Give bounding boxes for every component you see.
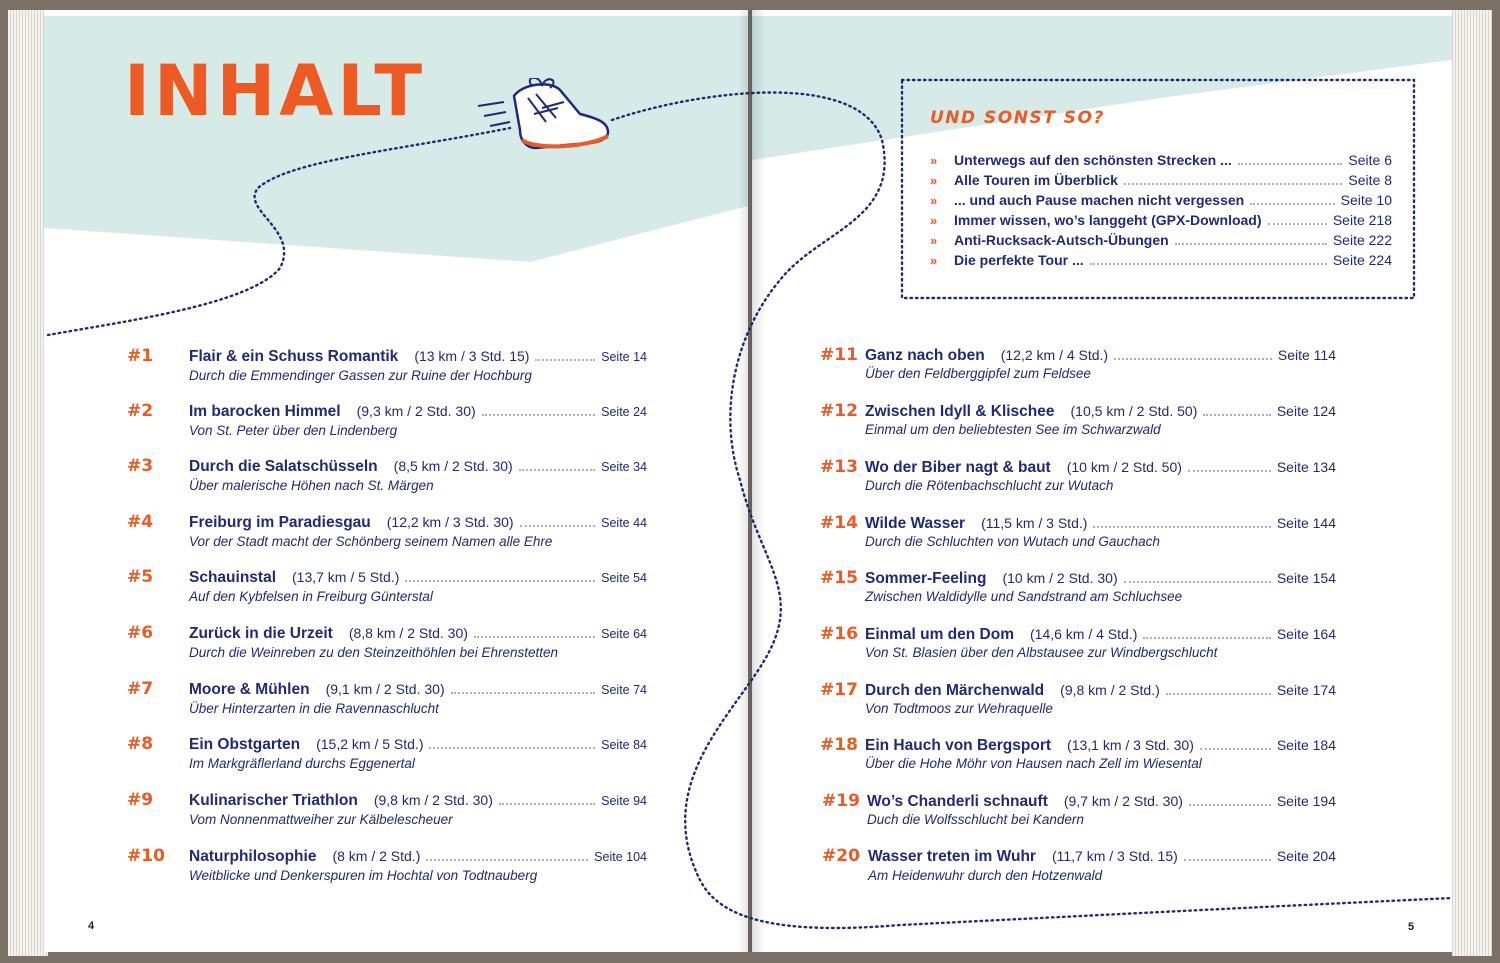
tour-page: Seite 104 xyxy=(594,850,647,864)
tour-subtitle: Über die Hohe Möhr von Hausen nach Zell im Wiesental xyxy=(865,756,1202,771)
tour-subtitle: Durch die Rötenbachschlucht zur Wutach xyxy=(865,478,1114,493)
tour-meta: (13,7 km / 5 Std.) xyxy=(292,569,400,585)
tour-title: Wilde Wasser xyxy=(865,515,966,532)
tour-title: Sommer-Feeling xyxy=(865,570,987,587)
tour-page: Seite 44 xyxy=(601,516,647,530)
tour-subtitle: Vor der Stadt macht der Schönberg seinem Namen alle Ehre xyxy=(189,534,553,549)
tour-title: Schauinstal xyxy=(189,569,276,586)
tour-meta: (14,6 km / 4 Std.) xyxy=(1030,626,1138,642)
page-number-left: 4 xyxy=(88,920,95,932)
tour-meta: (9,8 km / 2 Std.) xyxy=(1060,682,1160,698)
tour-subtitle: Vom Nonnenmattweiher zur Kälbelescheuer xyxy=(189,812,453,827)
tour-subtitle: Am Heidenwuhr durch den Hotzenwald xyxy=(868,868,1103,883)
tour-subtitle: Duch die Wolfsschlucht bei Kandern xyxy=(867,812,1084,827)
tour-meta: (11,7 km / 3 Std. 15) xyxy=(1051,848,1178,864)
tour-subtitle: Über malerische Höhen nach St. Märgen xyxy=(189,478,434,493)
tour-page: Seite 94 xyxy=(601,794,647,808)
tour-page: Seite 14 xyxy=(601,350,647,364)
chevron-right-icon: » xyxy=(930,153,938,168)
tour-subtitle: Durch die Weinreben zu den Steinzeithöhlen bei Ehrenstetten xyxy=(189,645,558,660)
tour-title: Flair & ein Schuss Romantik xyxy=(189,348,399,365)
tour-page: Seite 144 xyxy=(1276,515,1336,531)
tour-title: Zurück in die Urzeit xyxy=(189,625,333,642)
sidebar-item[interactable]: » Anti-Rucksack-Autsch-Übungen Seite 222 xyxy=(930,230,1392,251)
sidebar-title: UND SONST SO? xyxy=(930,108,1105,128)
tour-meta: (8,5 km / 2 Std. 30) xyxy=(393,458,513,474)
tour-page: Seite 174 xyxy=(1276,682,1336,698)
tour-meta: (15,2 km / 5 Std.) xyxy=(316,736,424,752)
tour-number: #1 xyxy=(127,346,154,366)
tour-subtitle: Über den Feldberggipfel zum Feldsee xyxy=(865,366,1091,381)
mint-band-right xyxy=(752,16,1452,160)
tour-number: #18 xyxy=(820,735,858,755)
tour-title: Wo der Biber nagt & baut xyxy=(865,459,1051,476)
tour-title: Freiburg im Paradiesgau xyxy=(189,514,371,531)
tour-subtitle: Von St. Blasien über den Albstausee zur Windbergschlucht xyxy=(865,645,1218,660)
tour-title: Zwischen Idyll & Klischee xyxy=(865,403,1055,420)
tour-number: #20 xyxy=(822,846,860,866)
tour-meta: (11,5 km / 3 Std.) xyxy=(981,515,1088,531)
sidebar-item[interactable]: » ... und auch Pause machen nicht vergessen Seite 10 xyxy=(930,190,1392,211)
chevron-right-icon: » xyxy=(930,213,938,228)
page-title: INHALT xyxy=(124,50,427,132)
tour-page: Seite 194 xyxy=(1276,793,1336,809)
tour-number: #11 xyxy=(820,345,858,365)
tour-meta: (9,8 km / 2 Std. 30) xyxy=(373,792,493,808)
tour-number: #4 xyxy=(127,512,154,532)
page-number-right: 5 xyxy=(1408,921,1415,933)
tour-title: Wasser treten im Wuhr xyxy=(868,848,1036,865)
tour-meta: (9,1 km / 2 Std. 30) xyxy=(325,681,445,697)
tour-page: Seite 114 xyxy=(1277,347,1336,363)
tour-page: Seite 154 xyxy=(1276,570,1336,586)
tour-title: Einmal um den Dom xyxy=(865,626,1014,643)
tour-title: Ganz nach oben xyxy=(865,347,985,364)
tour-number: #8 xyxy=(127,734,154,754)
tour-number: #9 xyxy=(127,790,154,810)
tour-subtitle: Von Todtmoos zur Wehraquelle xyxy=(865,701,1053,716)
tour-number: #14 xyxy=(820,513,858,533)
tour-page: Seite 64 xyxy=(601,627,647,641)
tour-subtitle: Auf den Kybfelsen in Freiburg Günterstal xyxy=(189,589,433,604)
chevron-right-icon: » xyxy=(930,253,938,268)
tour-title: Moore & Mühlen xyxy=(189,681,310,698)
tour-page: Seite 84 xyxy=(601,738,647,752)
tour-number: #13 xyxy=(820,457,858,477)
tour-page: Seite 134 xyxy=(1276,459,1336,475)
sidebar-item[interactable]: » Alle Touren im Überblick Seite 8 xyxy=(930,170,1392,191)
tour-page: Seite 124 xyxy=(1276,403,1336,419)
tour-page: Seite 204 xyxy=(1276,848,1336,864)
tour-page: Seite 184 xyxy=(1276,737,1336,753)
tour-meta: (10 km / 2 Std. 30) xyxy=(1002,570,1118,586)
tour-number: #2 xyxy=(127,401,154,421)
tour-subtitle: Von St. Peter über den Lindenberg xyxy=(189,423,398,438)
tour-subtitle: Zwischen Waldidylle und Sandstrand am Schluchsee xyxy=(865,589,1183,604)
sidebar-item[interactable]: » Die perfekte Tour ... Seite 224 xyxy=(930,250,1392,271)
tour-number: #19 xyxy=(822,791,860,811)
tour-number: #17 xyxy=(820,680,858,700)
tour-number: #12 xyxy=(820,401,858,421)
tour-meta: (8 km / 2 Std.) xyxy=(332,848,421,864)
tour-page: Seite 24 xyxy=(601,405,647,419)
chevron-right-icon: » xyxy=(930,233,938,248)
tour-number: #3 xyxy=(127,456,154,476)
tour-page: Seite 54 xyxy=(601,571,647,585)
chevron-right-icon: » xyxy=(930,193,938,208)
tour-title: Ein Hauch von Bergsport xyxy=(865,737,1052,754)
tour-number: #7 xyxy=(127,679,154,699)
tour-subtitle: Einmal um den beliebtesten See im Schwarzwald xyxy=(865,422,1161,437)
tour-meta: (10,5 km / 2 Std. 50) xyxy=(1070,403,1198,419)
tour-number: #5 xyxy=(127,567,154,587)
tour-subtitle: Durch die Emmendinger Gassen zur Ruine der Hochburg xyxy=(189,368,532,383)
tour-subtitle: Über Hinterzarten in die Ravennaschlucht xyxy=(189,701,439,716)
tour-title: Wo’s Chanderli schnauft xyxy=(867,793,1048,810)
tour-meta: (12,2 km / 3 Std. 30) xyxy=(386,514,514,530)
tour-meta: (13,1 km / 3 Std. 30) xyxy=(1067,737,1194,753)
tour-page: Seite 74 xyxy=(601,683,647,697)
tour-number: #16 xyxy=(820,624,858,644)
book-gutter xyxy=(738,10,766,952)
tour-meta: (12,2 km / 4 Std.) xyxy=(1000,347,1109,363)
tour-page: Seite 164 xyxy=(1276,626,1336,642)
tour-title: Kulinarischer Triathlon xyxy=(189,792,358,809)
tour-title: Durch den Märchenwald xyxy=(865,682,1045,699)
tour-number: #6 xyxy=(127,623,154,643)
tour-title: Naturphilosophie xyxy=(189,848,317,865)
tour-page: Seite 34 xyxy=(601,460,647,474)
tour-subtitle: Im Markgräflerland durchs Eggenertal xyxy=(189,756,415,771)
tour-number: #10 xyxy=(127,846,165,866)
sidebar-item[interactable]: » Unterwegs auf den schönsten Strecken ... Seite 6 xyxy=(930,150,1392,171)
sidebar-item[interactable]: » Immer wissen, wo’s langgeht (GPX-Download) Seite 218 xyxy=(930,210,1392,231)
tour-subtitle: Weitblicke und Denkerspuren im Hochtal von Todtnauberg xyxy=(189,868,538,883)
tour-meta: (10 km / 2 Std. 50) xyxy=(1066,459,1182,475)
tour-number: #15 xyxy=(820,568,858,588)
tour-title: Im barocken Himmel xyxy=(189,403,341,420)
tour-meta: (8,8 km / 2 Std. 30) xyxy=(348,625,468,641)
chevron-right-icon: » xyxy=(930,173,938,188)
hiking-boot-icon xyxy=(476,78,616,158)
tour-meta: (9,3 km / 2 Std. 30) xyxy=(356,403,476,419)
tour-title: Ein Obstgarten xyxy=(189,736,301,753)
tour-subtitle: Durch die Schluchten von Wutach und Gauchach xyxy=(865,534,1160,549)
tour-meta: (13 km / 3 Std. 15) xyxy=(414,348,530,364)
tour-title: Durch die Salatschüsseln xyxy=(189,458,378,475)
tour-meta: (9,7 km / 2 Std. 30) xyxy=(1063,793,1183,809)
